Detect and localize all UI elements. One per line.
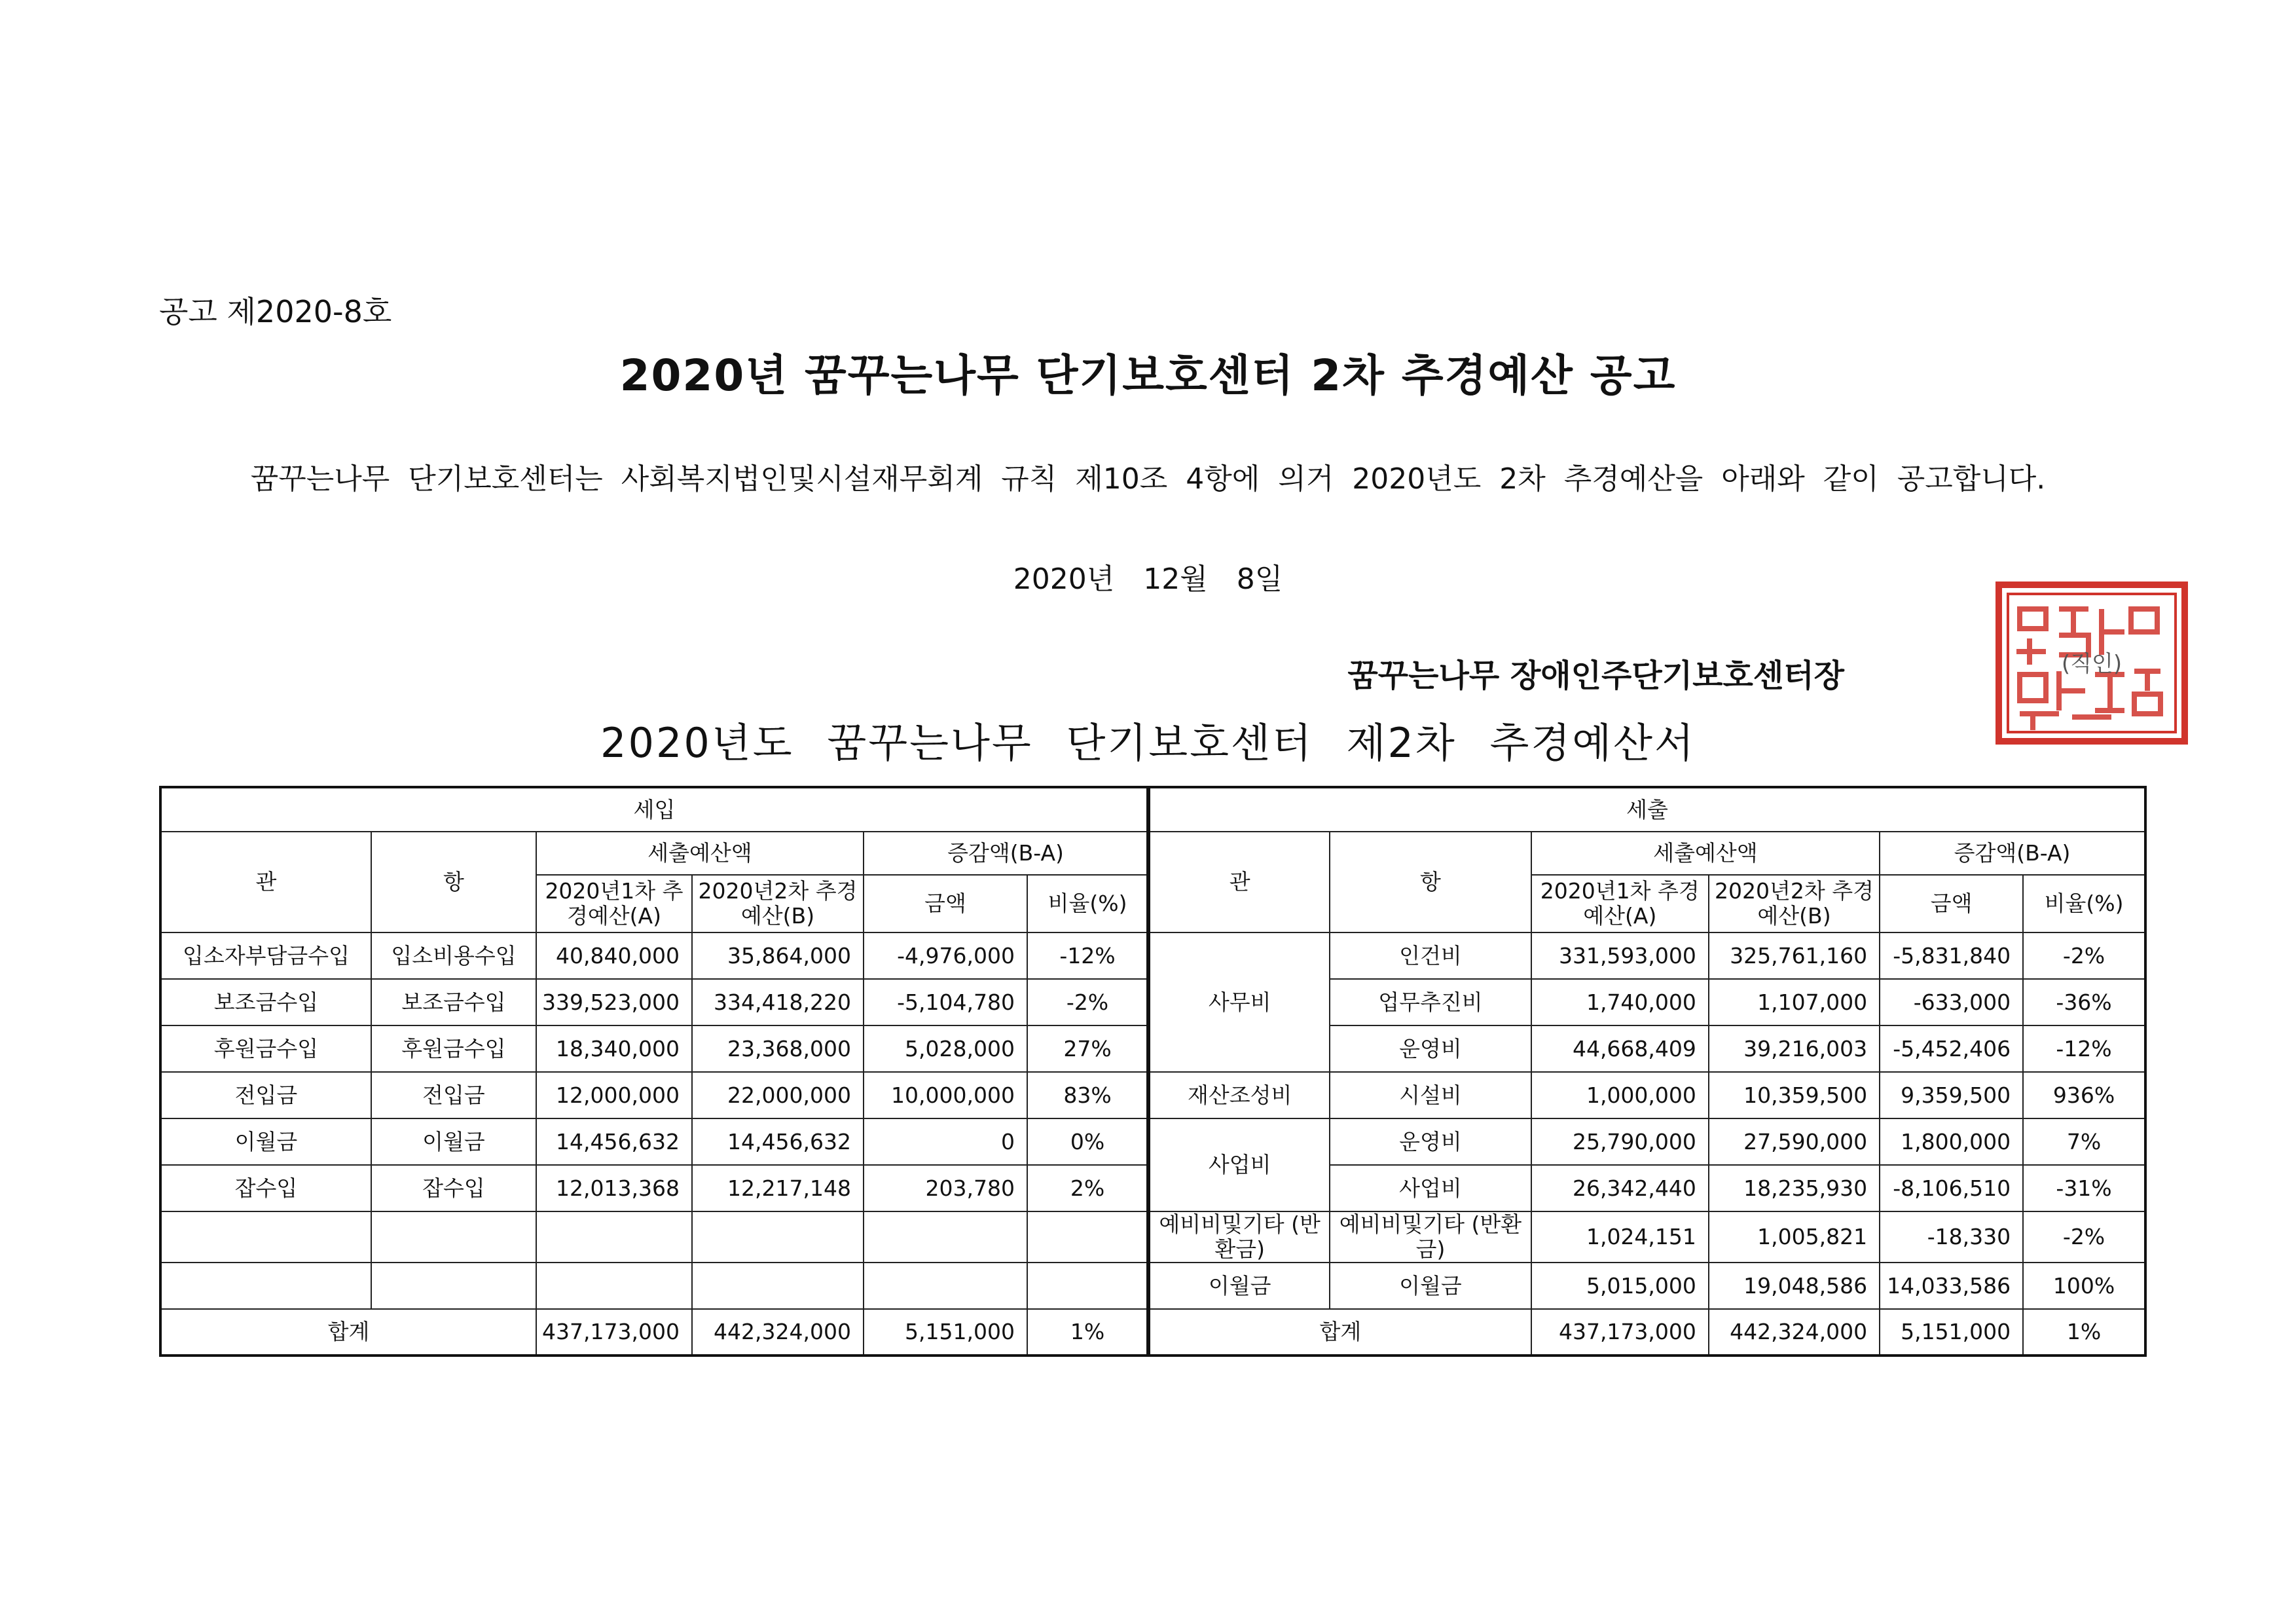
total-amount: 5,151,000 — [864, 1309, 1027, 1356]
cell-a: 14,456,632 — [536, 1118, 692, 1165]
cell-amount: -5,831,840 — [1880, 932, 2023, 979]
cell-ratio: -36% — [2023, 979, 2145, 1025]
cell-ratio: -2% — [2023, 1211, 2145, 1263]
cell-b: 22,000,000 — [692, 1072, 864, 1118]
cell-b: 23,368,000 — [692, 1025, 864, 1072]
income-table — [159, 786, 1148, 1357]
cell-amount: 203,780 — [864, 1165, 1027, 1211]
signer-name: 꿈꾸는나무 장애인주단기보호센터장 — [1347, 657, 1844, 694]
cell-ratio: 0% — [1027, 1118, 1148, 1165]
cell-hang: 운영비 — [1330, 1025, 1531, 1072]
cell-hang: 보조금수입 — [371, 979, 536, 1025]
cell-ratio: -12% — [1027, 932, 1148, 979]
cell-hang: 이월금 — [1330, 1263, 1531, 1309]
header-change: 증감액(B-A) — [1880, 832, 2145, 875]
header-col-b: 2020년2차 추경예산(B) — [1709, 875, 1880, 932]
cell-a: 25,790,000 — [1531, 1118, 1709, 1165]
cell-a: 40,840,000 — [536, 932, 692, 979]
header-gwan: 관 — [160, 832, 371, 932]
total-ratio: 1% — [1027, 1309, 1148, 1356]
cell-hang: 입소비용수입 — [371, 932, 536, 979]
cell-hang: 전입금 — [371, 1072, 536, 1118]
cell-a: 12,000,000 — [536, 1072, 692, 1118]
total-b: 442,324,000 — [1709, 1309, 1880, 1356]
income-header: 세입 — [160, 787, 1148, 832]
cell-gwan: 사무비 — [1148, 932, 1330, 1072]
cell-gwan: 이월금 — [1148, 1263, 1330, 1309]
total-a: 437,173,000 — [536, 1309, 692, 1356]
table-row — [1148, 1118, 2145, 1165]
cell-b: 27,590,000 — [1709, 1118, 1880, 1165]
cell-amount: 9,359,500 — [1880, 1072, 2023, 1118]
cell-hang: 인건비 — [1330, 932, 1531, 979]
cell-gwan: 사업비 — [1148, 1118, 1330, 1211]
cell-amount: 0 — [864, 1118, 1027, 1165]
table-row — [160, 1118, 1148, 1165]
expense-header: 세출 — [1148, 787, 2145, 832]
cell-hang: 운영비 — [1330, 1118, 1531, 1165]
cell-b: 19,048,586 — [1709, 1263, 1880, 1309]
cell-b: 18,235,930 — [1709, 1165, 1880, 1211]
cell-ratio: 83% — [1027, 1072, 1148, 1118]
cell-b: 12,217,148 — [692, 1165, 864, 1211]
cell-hang: 시설비 — [1330, 1072, 1531, 1118]
cell-ratio: -31% — [2023, 1165, 2145, 1211]
cell-amount: 1,800,000 — [1880, 1118, 2023, 1165]
total-label: 합계 — [160, 1309, 536, 1356]
cell-ratio: -2% — [2023, 932, 2145, 979]
cell-gwan: 후원금수입 — [160, 1025, 371, 1072]
table-row — [160, 1165, 1148, 1211]
notice-date: 2020년 12월 8일 — [1013, 563, 1283, 596]
cell-b: 325,761,160 — [1709, 932, 1880, 979]
cell-ratio: 100% — [2023, 1263, 2145, 1309]
cell-gwan: 잡수입 — [160, 1165, 371, 1211]
cell-amount: -8,106,510 — [1880, 1165, 2023, 1211]
cell-a: 26,342,440 — [1531, 1165, 1709, 1211]
cell-hang: 업무추진비 — [1330, 979, 1531, 1025]
cell-amount: 5,028,000 — [864, 1025, 1027, 1072]
expense-table — [1146, 786, 2147, 1357]
cell-b: 10,359,500 — [1709, 1072, 1880, 1118]
cell-b: 1,107,000 — [1709, 979, 1880, 1025]
cell-a: 339,523,000 — [536, 979, 692, 1025]
cell-ratio: -12% — [2023, 1025, 2145, 1072]
header-ratio: 비율(%) — [1027, 875, 1148, 932]
cell-amount: 14,033,586 — [1880, 1263, 2023, 1309]
cell-a: 1,000,000 — [1531, 1072, 1709, 1118]
cell-amount: -18,330 — [1880, 1211, 2023, 1263]
cell-ratio: 7% — [2023, 1118, 2145, 1165]
cell-amount: -4,976,000 — [864, 932, 1027, 979]
cell-a: 44,668,409 — [1531, 1025, 1709, 1072]
total-row — [160, 1309, 1148, 1356]
notice-number: 공고 제2020-8호 — [159, 294, 392, 329]
header-amount: 금액 — [864, 875, 1027, 932]
table-row — [1148, 1263, 2145, 1309]
cell-ratio: -2% — [1027, 979, 1148, 1025]
cell-hang: 사업비 — [1330, 1165, 1531, 1211]
total-amount: 5,151,000 — [1880, 1309, 2023, 1356]
cell-gwan: 전입금 — [160, 1072, 371, 1118]
header-change: 증감액(B-A) — [864, 832, 1148, 875]
cell-amount: -633,000 — [1880, 979, 2023, 1025]
cell-hang: 예비비및기타 (반환금) — [1330, 1211, 1531, 1263]
seal-text: (직인) — [2061, 651, 2123, 677]
empty-row — [160, 1263, 1148, 1309]
cell-amount: -5,452,406 — [1880, 1025, 2023, 1072]
table-row — [1148, 1211, 2145, 1263]
cell-hang: 후원금수입 — [371, 1025, 536, 1072]
table-row — [160, 1025, 1148, 1072]
cell-gwan: 보조금수입 — [160, 979, 371, 1025]
cell-gwan: 이월금 — [160, 1118, 371, 1165]
header-col-a: 2020년1차 추경예산(A) — [1531, 875, 1709, 932]
total-a: 437,173,000 — [1531, 1309, 1709, 1356]
total-ratio: 1% — [2023, 1309, 2145, 1356]
header-col-a: 2020년1차 추경예산(A) — [536, 875, 692, 932]
intro-text: 꿈꾸는나무 단기보호센터는 사회복지법인및시설재무회계 규칙 제10조 4항에 의거 2020년도 2차 추경예산을 아래와 같이 공고합니다. — [250, 462, 2046, 496]
header-budget: 세출예산액 — [536, 832, 864, 875]
header-gwan: 관 — [1148, 832, 1330, 932]
empty-row — [160, 1211, 1148, 1263]
cell-gwan: 재산조성비 — [1148, 1072, 1330, 1118]
cell-a: 5,015,000 — [1531, 1263, 1709, 1309]
header-hang: 항 — [371, 832, 536, 932]
cell-hang: 이월금 — [371, 1118, 536, 1165]
cell-b: 35,864,000 — [692, 932, 864, 979]
header-ratio: 비율(%) — [2023, 875, 2145, 932]
cell-b: 14,456,632 — [692, 1118, 864, 1165]
table-row — [160, 979, 1148, 1025]
cell-a: 331,593,000 — [1531, 932, 1709, 979]
cell-hang: 잡수입 — [371, 1165, 536, 1211]
cell-gwan: 예비비및기타 (반환금) — [1148, 1211, 1330, 1263]
cell-amount: 10,000,000 — [864, 1072, 1027, 1118]
cell-a: 1,740,000 — [1531, 979, 1709, 1025]
table-row — [160, 932, 1148, 979]
header-amount: 금액 — [1880, 875, 2023, 932]
cell-ratio: 936% — [2023, 1072, 2145, 1118]
cell-b: 39,216,003 — [1709, 1025, 1880, 1072]
cell-b: 334,418,220 — [692, 979, 864, 1025]
table-row — [1148, 1072, 2145, 1118]
header-hang: 항 — [1330, 832, 1531, 932]
budget-subtitle: 2020년도 꿈꾸는나무 단기보호센터 제2차 추경예산서 — [600, 719, 1696, 767]
table-row — [160, 1072, 1148, 1118]
cell-amount: -5,104,780 — [864, 979, 1027, 1025]
header-budget: 세출예산액 — [1531, 832, 1880, 875]
cell-ratio: 2% — [1027, 1165, 1148, 1211]
cell-a: 18,340,000 — [536, 1025, 692, 1072]
cell-a: 12,013,368 — [536, 1165, 692, 1211]
cell-a: 1,024,151 — [1531, 1211, 1709, 1263]
cell-b: 1,005,821 — [1709, 1211, 1880, 1263]
cell-gwan: 입소자부담금수입 — [160, 932, 371, 979]
table-row — [1148, 932, 2145, 979]
total-b: 442,324,000 — [692, 1309, 864, 1356]
cell-ratio: 27% — [1027, 1025, 1148, 1072]
total-row — [1148, 1309, 2145, 1356]
total-label: 합계 — [1148, 1309, 1531, 1356]
document-title: 2020년 꿈꾸는나무 단기보호센터 2차 추경예산 공고 — [619, 350, 1677, 401]
header-col-b: 2020년2차 추경예산(B) — [692, 875, 864, 932]
